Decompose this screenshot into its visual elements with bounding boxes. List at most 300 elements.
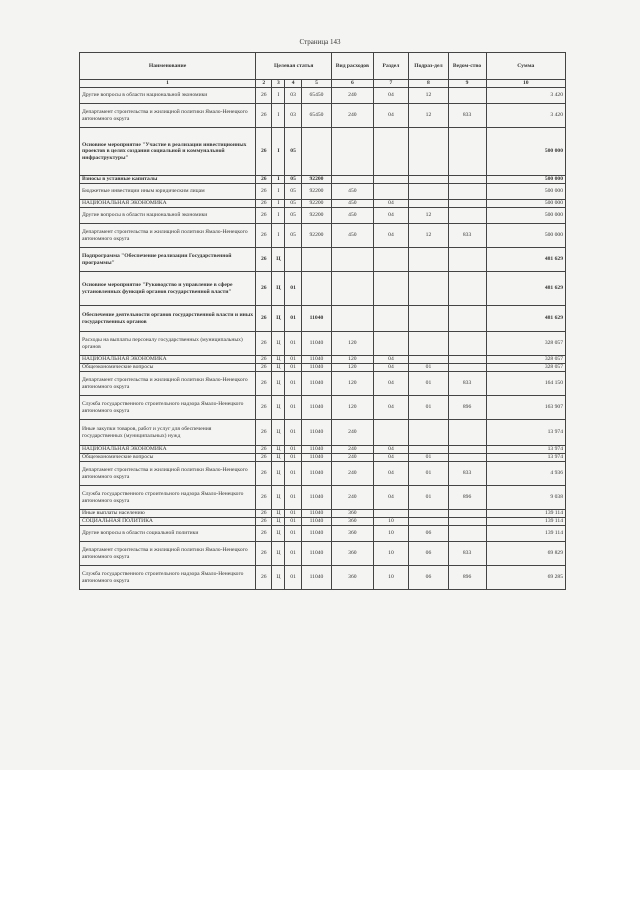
row-a: 26 <box>256 176 272 184</box>
row-d <box>301 128 331 176</box>
row-c: 01 <box>285 272 301 306</box>
row-c: 05 <box>285 200 301 208</box>
col-number: 8 <box>409 80 448 88</box>
column-numbers-row <box>80 80 566 88</box>
row-podrazdel <box>409 272 448 306</box>
row-summa: 500 000 <box>486 200 565 208</box>
row-podrazdel <box>409 176 448 184</box>
row-summa: 481 629 <box>486 248 565 272</box>
row-d: 11040 <box>301 566 331 590</box>
row-podrazdel <box>409 332 448 356</box>
row-a: 26 <box>256 272 272 306</box>
row-vedomstvo <box>448 446 486 454</box>
row-podrazdel <box>409 420 448 446</box>
table-row <box>80 372 566 396</box>
col-number: 7 <box>373 80 409 88</box>
row-razdel: 04 <box>373 462 409 486</box>
col-number: 6 <box>332 80 373 88</box>
row-podrazdel <box>409 356 448 364</box>
row-a: 26 <box>256 332 272 356</box>
row-a: 26 <box>256 446 272 454</box>
row-podrazdel: 06 <box>409 566 448 590</box>
row-name: Другие вопросы в области национальной экономики <box>80 88 256 104</box>
row-vedomstvo: 833 <box>448 104 486 128</box>
row-c: 01 <box>285 332 301 356</box>
row-d: 11040 <box>301 420 331 446</box>
row-vid <box>332 128 373 176</box>
row-razdel: 10 <box>373 542 409 566</box>
row-summa: 3 420 <box>486 104 565 128</box>
row-c <box>285 248 301 272</box>
row-a: 26 <box>256 128 272 176</box>
table-row <box>80 88 566 104</box>
row-name: НАЦИОНАЛЬНАЯ ЭКОНОМИКА <box>80 356 256 364</box>
row-razdel: 04 <box>373 104 409 128</box>
row-c: 01 <box>285 372 301 396</box>
table-row <box>80 176 566 184</box>
row-b: Ц <box>272 566 285 590</box>
row-vid <box>332 306 373 332</box>
row-a: 26 <box>256 566 272 590</box>
row-d: 92200 <box>301 208 331 224</box>
row-a: 26 <box>256 542 272 566</box>
row-d: 11040 <box>301 446 331 454</box>
row-b: I <box>272 128 285 176</box>
row-name: Департамент строительства и жилищной политики Ямало-Ненецкого автономного округа <box>80 542 256 566</box>
row-vid <box>332 176 373 184</box>
row-b: I <box>272 104 285 128</box>
row-c: 01 <box>285 306 301 332</box>
row-a: 26 <box>256 486 272 510</box>
table-row <box>80 208 566 224</box>
table-row <box>80 486 566 510</box>
row-summa: 3 420 <box>486 88 565 104</box>
row-a: 26 <box>256 364 272 372</box>
row-a: 26 <box>256 208 272 224</box>
row-vid <box>332 248 373 272</box>
row-b: Ц <box>272 306 285 332</box>
header-razdel: Раздел <box>373 53 409 80</box>
row-vedomstvo <box>448 208 486 224</box>
row-b: Ц <box>272 510 285 518</box>
row-name: Подпрограмма "Обеспечение реализации Государственной программы" <box>80 248 256 272</box>
table-row <box>80 454 566 462</box>
row-vedomstvo: 833 <box>448 542 486 566</box>
row-summa: 481 629 <box>486 272 565 306</box>
row-vedomstvo: 833 <box>448 462 486 486</box>
table-row <box>80 306 566 332</box>
row-razdel <box>373 332 409 356</box>
row-vedomstvo <box>448 176 486 184</box>
row-podrazdel: 01 <box>409 364 448 372</box>
row-c: 03 <box>285 104 301 128</box>
row-summa: 139 114 <box>486 518 565 526</box>
row-vedomstvo <box>448 332 486 356</box>
row-razdel <box>373 248 409 272</box>
row-a: 26 <box>256 396 272 420</box>
table-row <box>80 396 566 420</box>
row-name: НАЦИОНАЛЬНАЯ ЭКОНОМИКА <box>80 446 256 454</box>
row-d: 11040 <box>301 542 331 566</box>
row-podrazdel <box>409 128 448 176</box>
row-vid: 450 <box>332 200 373 208</box>
table-row <box>80 248 566 272</box>
row-name: Расходы на выплаты персоналу государственных (муниципальных) органов <box>80 332 256 356</box>
row-c: 01 <box>285 542 301 566</box>
row-vid: 240 <box>332 454 373 462</box>
row-summa: 500 000 <box>486 184 565 200</box>
row-b: Ц <box>272 486 285 510</box>
row-vid: 450 <box>332 208 373 224</box>
row-vedomstvo <box>448 526 486 542</box>
row-name: Другие вопросы в области национальной экономики <box>80 208 256 224</box>
row-summa: 328 057 <box>486 332 565 356</box>
row-podrazdel: 12 <box>409 208 448 224</box>
row-podrazdel <box>409 248 448 272</box>
row-razdel: 04 <box>373 88 409 104</box>
row-summa: 13 974 <box>486 446 565 454</box>
row-d: 11040 <box>301 306 331 332</box>
row-razdel: 10 <box>373 518 409 526</box>
row-d: 11040 <box>301 332 331 356</box>
row-summa: 13 974 <box>486 420 565 446</box>
row-razdel: 04 <box>373 224 409 248</box>
table-row <box>80 526 566 542</box>
row-b: I <box>272 184 285 200</box>
row-a: 26 <box>256 200 272 208</box>
row-vedomstvo: 833 <box>448 224 486 248</box>
row-d: 92200 <box>301 224 331 248</box>
row-razdel: 04 <box>373 364 409 372</box>
row-vedomstvo <box>448 272 486 306</box>
row-podrazdel: 12 <box>409 224 448 248</box>
row-vedomstvo: 896 <box>448 566 486 590</box>
row-c: 01 <box>285 396 301 420</box>
row-vid: 120 <box>332 396 373 420</box>
row-podrazdel <box>409 510 448 518</box>
row-d: 11040 <box>301 454 331 462</box>
row-podrazdel <box>409 518 448 526</box>
row-vid: 120 <box>332 332 373 356</box>
row-d: 11040 <box>301 396 331 420</box>
col-number: 2 <box>256 80 272 88</box>
row-d: 11040 <box>301 372 331 396</box>
row-a: 26 <box>256 518 272 526</box>
row-summa: 139 114 <box>486 526 565 542</box>
row-d: 11040 <box>301 364 331 372</box>
row-name: Обеспечение деятельности органов государственной власти и иных государственных органов <box>80 306 256 332</box>
row-vid: 120 <box>332 372 373 396</box>
row-vedomstvo <box>448 200 486 208</box>
row-vedomstvo <box>448 88 486 104</box>
row-c: 05 <box>285 176 301 184</box>
row-c: 05 <box>285 184 301 200</box>
row-a: 26 <box>256 88 272 104</box>
row-podrazdel <box>409 306 448 332</box>
row-c: 01 <box>285 526 301 542</box>
row-d: 92200 <box>301 176 331 184</box>
row-a: 26 <box>256 184 272 200</box>
row-podrazdel: 01 <box>409 396 448 420</box>
row-razdel <box>373 184 409 200</box>
row-c: 01 <box>285 420 301 446</box>
row-d: 11040 <box>301 526 331 542</box>
row-name: Общеэкономические вопросы <box>80 364 256 372</box>
row-b: Ц <box>272 542 285 566</box>
page-label: Страница 143 <box>299 38 341 46</box>
row-b: I <box>272 200 285 208</box>
row-summa: 164 150 <box>486 372 565 396</box>
row-name: Департамент строительства и жилищной политики Ямало-Ненецкого автономного округа <box>80 104 256 128</box>
row-a: 26 <box>256 454 272 462</box>
row-a: 26 <box>256 224 272 248</box>
row-vid: 360 <box>332 518 373 526</box>
row-d: 92200 <box>301 184 331 200</box>
row-name: Служба государственного строительного надзора Ямало-Ненецкого автономного округа <box>80 486 256 510</box>
table-row <box>80 272 566 306</box>
row-d: 65450 <box>301 88 331 104</box>
row-vedomstvo <box>448 248 486 272</box>
row-name: Служба государственного строительного надзора Ямало-Ненецкого автономного округа <box>80 396 256 420</box>
row-c: 01 <box>285 462 301 486</box>
row-summa: 69 285 <box>486 566 565 590</box>
row-razdel <box>373 272 409 306</box>
row-vid: 120 <box>332 364 373 372</box>
row-b: Ц <box>272 446 285 454</box>
row-a: 26 <box>256 372 272 396</box>
row-razdel: 04 <box>373 486 409 510</box>
row-summa: 13 974 <box>486 454 565 462</box>
table-row <box>80 224 566 248</box>
row-d: 92200 <box>301 200 331 208</box>
row-d: 11040 <box>301 518 331 526</box>
row-b: Ц <box>272 518 285 526</box>
row-b: I <box>272 208 285 224</box>
row-vid: 360 <box>332 566 373 590</box>
row-b: I <box>272 224 285 248</box>
row-d: 65450 <box>301 104 331 128</box>
row-d: 11040 <box>301 462 331 486</box>
col-number: 9 <box>448 80 486 88</box>
row-razdel <box>373 176 409 184</box>
row-name: Департамент строительства и жилищной политики Ямало-Ненецкого автономного округа <box>80 372 256 396</box>
row-d <box>301 248 331 272</box>
row-vid: 360 <box>332 542 373 566</box>
row-c: 01 <box>285 566 301 590</box>
row-c: 01 <box>285 364 301 372</box>
col-number: 1 <box>80 80 256 88</box>
row-podrazdel: 01 <box>409 486 448 510</box>
header-target: Целевая статья <box>256 53 332 80</box>
row-vedomstvo <box>448 364 486 372</box>
row-a: 26 <box>256 420 272 446</box>
row-name: СОЦИАЛЬНАЯ ПОЛИТИКА <box>80 518 256 526</box>
row-c: 05 <box>285 224 301 248</box>
row-name: Департамент строительства и жилищной политики Ямало-Ненецкого автономного округа <box>80 462 256 486</box>
row-name: Иные закупки товаров, работ и услуг для обеспечения государственных (муниципальных) нужд <box>80 420 256 446</box>
row-a: 26 <box>256 462 272 486</box>
row-podrazdel <box>409 184 448 200</box>
header-name: Наименование <box>80 53 256 80</box>
row-vid: 360 <box>332 526 373 542</box>
budget-table <box>79 52 566 590</box>
row-a: 26 <box>256 526 272 542</box>
row-razdel: 04 <box>373 208 409 224</box>
col-number: 5 <box>301 80 331 88</box>
row-a: 26 <box>256 104 272 128</box>
row-summa: 500 000 <box>486 176 565 184</box>
table-row <box>80 128 566 176</box>
row-a: 26 <box>256 248 272 272</box>
header-vid: Вид расходов <box>332 53 373 80</box>
row-razdel: 04 <box>373 446 409 454</box>
row-d: 11040 <box>301 356 331 364</box>
row-vid: 360 <box>332 510 373 518</box>
row-vedomstvo <box>448 454 486 462</box>
row-vedomstvo <box>448 128 486 176</box>
row-podrazdel: 12 <box>409 104 448 128</box>
row-b: Ц <box>272 454 285 462</box>
row-vedomstvo <box>448 518 486 526</box>
row-vedomstvo: 896 <box>448 486 486 510</box>
row-podrazdel: 01 <box>409 372 448 396</box>
row-name: Основное мероприятие "Участие в реализации инвестиционных проектов в целях создания социальной и коммунальной инфраструктуры" <box>80 128 256 176</box>
row-vid: 240 <box>332 88 373 104</box>
row-c: 05 <box>285 128 301 176</box>
row-b: Ц <box>272 332 285 356</box>
row-podrazdel: 01 <box>409 454 448 462</box>
row-b: Ц <box>272 396 285 420</box>
row-razdel <box>373 420 409 446</box>
row-razdel <box>373 510 409 518</box>
row-vid: 450 <box>332 184 373 200</box>
row-name: Взносы в уставные капиталы <box>80 176 256 184</box>
table-header-row <box>80 53 566 80</box>
row-vedomstvo <box>448 356 486 364</box>
col-number: 4 <box>285 80 301 88</box>
row-razdel: 04 <box>373 396 409 420</box>
row-vid: 120 <box>332 356 373 364</box>
table-row <box>80 200 566 208</box>
row-vedomstvo: 833 <box>448 372 486 396</box>
row-vedomstvo <box>448 184 486 200</box>
row-a: 26 <box>256 510 272 518</box>
row-vid: 240 <box>332 486 373 510</box>
row-razdel <box>373 128 409 176</box>
row-d: 11040 <box>301 510 331 518</box>
row-summa: 328 057 <box>486 364 565 372</box>
row-b: Ц <box>272 420 285 446</box>
row-c: 01 <box>285 454 301 462</box>
row-summa: 500 000 <box>486 208 565 224</box>
header-podrazdel: Подраз-дел <box>409 53 448 80</box>
row-razdel: 04 <box>373 200 409 208</box>
table-body <box>80 88 566 590</box>
row-summa: 139 114 <box>486 510 565 518</box>
row-podrazdel: 01 <box>409 462 448 486</box>
row-podrazdel: 06 <box>409 526 448 542</box>
row-podrazdel: 06 <box>409 542 448 566</box>
row-razdel <box>373 306 409 332</box>
table-row <box>80 184 566 200</box>
row-podrazdel: 12 <box>409 88 448 104</box>
row-razdel: 04 <box>373 356 409 364</box>
row-b: Ц <box>272 364 285 372</box>
table-row <box>80 420 566 446</box>
table-row <box>80 510 566 518</box>
row-vid: 240 <box>332 446 373 454</box>
row-name: Служба государственного строительного надзора Ямало-Ненецкого автономного округа <box>80 566 256 590</box>
row-a: 26 <box>256 306 272 332</box>
row-summa: 69 829 <box>486 542 565 566</box>
row-c: 01 <box>285 356 301 364</box>
row-razdel: 04 <box>373 454 409 462</box>
row-summa: 481 629 <box>486 306 565 332</box>
row-vedomstvo: 896 <box>448 396 486 420</box>
row-d: 11040 <box>301 486 331 510</box>
table-row <box>80 104 566 128</box>
header-summa: Сумма <box>486 53 565 80</box>
row-c: 01 <box>285 446 301 454</box>
row-b: Ц <box>272 248 285 272</box>
row-vedomstvo <box>448 510 486 518</box>
row-vedomstvo <box>448 306 486 332</box>
row-razdel: 10 <box>373 566 409 590</box>
row-name: Общеэкономические вопросы <box>80 454 256 462</box>
row-razdel: 04 <box>373 372 409 396</box>
col-number: 3 <box>272 80 285 88</box>
row-d <box>301 272 331 306</box>
row-c: 03 <box>285 88 301 104</box>
row-b: I <box>272 176 285 184</box>
table-row <box>80 364 566 372</box>
row-summa: 163 907 <box>486 396 565 420</box>
row-c: 05 <box>285 208 301 224</box>
row-c: 01 <box>285 510 301 518</box>
table-row <box>80 446 566 454</box>
row-name: Иные выплаты населению <box>80 510 256 518</box>
row-razdel: 10 <box>373 526 409 542</box>
row-a: 26 <box>256 356 272 364</box>
table-row <box>80 518 566 526</box>
row-c: 01 <box>285 518 301 526</box>
row-name: Основное мероприятие "Руководство и управление в сфере установленных функций органов государственной власти" <box>80 272 256 306</box>
row-vid <box>332 272 373 306</box>
row-summa: 4 936 <box>486 462 565 486</box>
row-vid: 240 <box>332 420 373 446</box>
row-b: Ц <box>272 526 285 542</box>
row-b: Ц <box>272 372 285 396</box>
table-row <box>80 356 566 364</box>
table-row <box>80 462 566 486</box>
row-vid: 450 <box>332 224 373 248</box>
header-vedomstvo: Ведом-ство <box>448 53 486 80</box>
row-vid: 240 <box>332 462 373 486</box>
row-summa: 500 000 <box>486 224 565 248</box>
row-summa: 328 057 <box>486 356 565 364</box>
table-row <box>80 332 566 356</box>
table-row <box>80 566 566 590</box>
row-b: Ц <box>272 462 285 486</box>
row-b: I <box>272 88 285 104</box>
col-number: 10 <box>486 80 565 88</box>
table-row <box>80 542 566 566</box>
row-summa: 500 000 <box>486 128 565 176</box>
row-vid: 240 <box>332 104 373 128</box>
row-name: НАЦИОНАЛЬНАЯ ЭКОНОМИКА <box>80 200 256 208</box>
row-podrazdel <box>409 446 448 454</box>
row-b: Ц <box>272 272 285 306</box>
